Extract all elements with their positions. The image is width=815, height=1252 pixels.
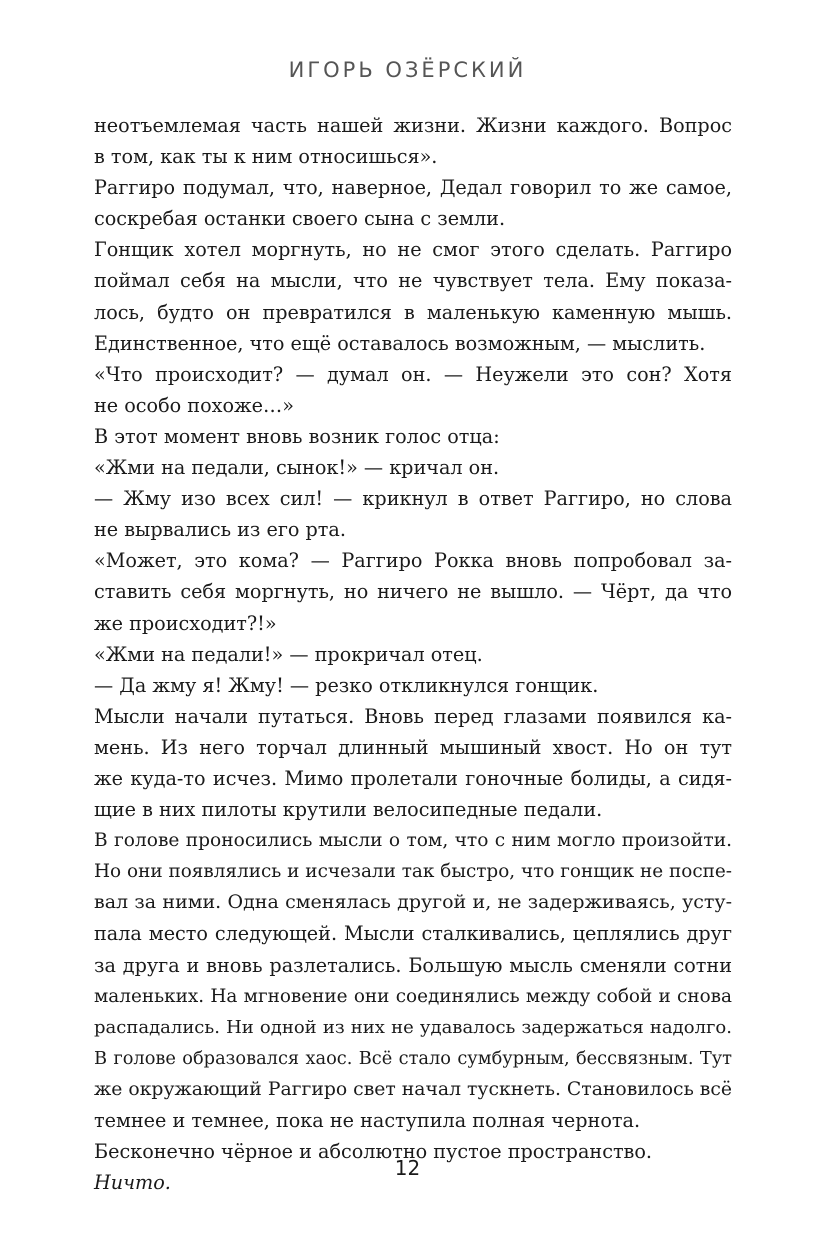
text-line: не особо похоже…» — [94, 393, 294, 417]
text-line: маленьких. На мгновение они соединялись между собой и снова — [94, 985, 732, 1007]
text-line: Но они появлялись и исчезали так быстро, что гонщик не поспе- — [94, 861, 732, 883]
text-line: пала место следующей. Мысли сталкивались, цеплялись друг — [94, 922, 732, 946]
page-number: 12 — [394, 1156, 421, 1180]
text-line: темнее и темнее, пока не наступила полная чернота. — [94, 1109, 641, 1132]
text-line: В этот момент вновь возник голос отца: — [94, 424, 500, 448]
text-line: «Может, это кома? — Раггиро Рокка вновь попробовал за- — [94, 549, 732, 573]
text-line: ставить себя моргнуть, но ничего не вышло. — Чёрт, да что — [94, 580, 732, 604]
text-line: вал за ними. Одна сменялась другой и, не задерживаясь, усту- — [94, 891, 732, 914]
text-line: неотъемлемая часть нашей жизни. Жизни каждого. Вопрос — [94, 114, 732, 137]
text-line: не вырвались из его рта. — [94, 518, 346, 542]
text-line: «Жми на педали!» — прокричал отец. — [94, 642, 483, 666]
text-line: щие в них пилоты крутили велосипедные педали. — [94, 798, 603, 822]
text-line: же окружающий Раггиро свет начал тускнеть. Становилось всё — [94, 1078, 732, 1100]
text-line: В голове проносились мысли о том, что с ним могло произойти. — [94, 830, 732, 852]
text-line: Гонщик хотел моргнуть, но не смог этого сделать. Раггиро — [94, 238, 732, 262]
body-text — [94, 110, 732, 1198]
text-line: — Жму изо всех сил! — крикнул в ответ Раггиро, но слова — [94, 487, 732, 511]
text-line: Единственное, что ещё оставалось возможным, — мыслить. — [94, 331, 706, 355]
text-line: В голове образовался хаос. Всё стало сумбурным, бессвязным. Тут — [94, 1047, 732, 1069]
text-line: — Да жму я! Жму! — резко откликнулся гонщик. — [94, 673, 599, 697]
text-line: Ничто. — [94, 1171, 171, 1195]
text-line: мень. Из него торчал длинный мышиный хвост. Но он тут — [94, 735, 732, 759]
text-line: распадались. Ни одной из них не удавалось задержаться надолго. — [94, 1016, 732, 1038]
text-line: соскребая останки своего сына с земли. — [94, 207, 506, 231]
text-line: лось, будто он превратился в маленькую каменную мышь. — [94, 300, 732, 324]
text-line: поймал себя на мысли, что не чувствует тела. Ему показа- — [94, 269, 732, 293]
running-header-author: ИГОРЬ ОЗЁРСКИЙ — [288, 58, 527, 82]
text-line: «Жми на педали, сынок!» — кричал он. — [94, 456, 500, 480]
text-line: Бесконечно чёрное и абсолютно пустое пространство. — [94, 1140, 653, 1164]
text-line: Мысли начали путаться. Вновь перед глазами появился ка- — [94, 704, 732, 728]
text-line: же куда-то исчез. Мимо пролетали гоночные болиды, а сидя- — [94, 766, 732, 790]
text-line: за друга и вновь разлетались. Большую мысль сменяли сотни — [94, 953, 732, 977]
text-line: в том, как ты к ним относишься». — [94, 145, 438, 169]
text-line: же происходит?!» — [94, 611, 277, 635]
text-line: Раггиро подумал, что, наверное, Дедал говорил то же самое, — [94, 176, 732, 200]
text-line: «Что происходит? — думал он. — Неужели это сон? Хотя — [94, 362, 732, 386]
